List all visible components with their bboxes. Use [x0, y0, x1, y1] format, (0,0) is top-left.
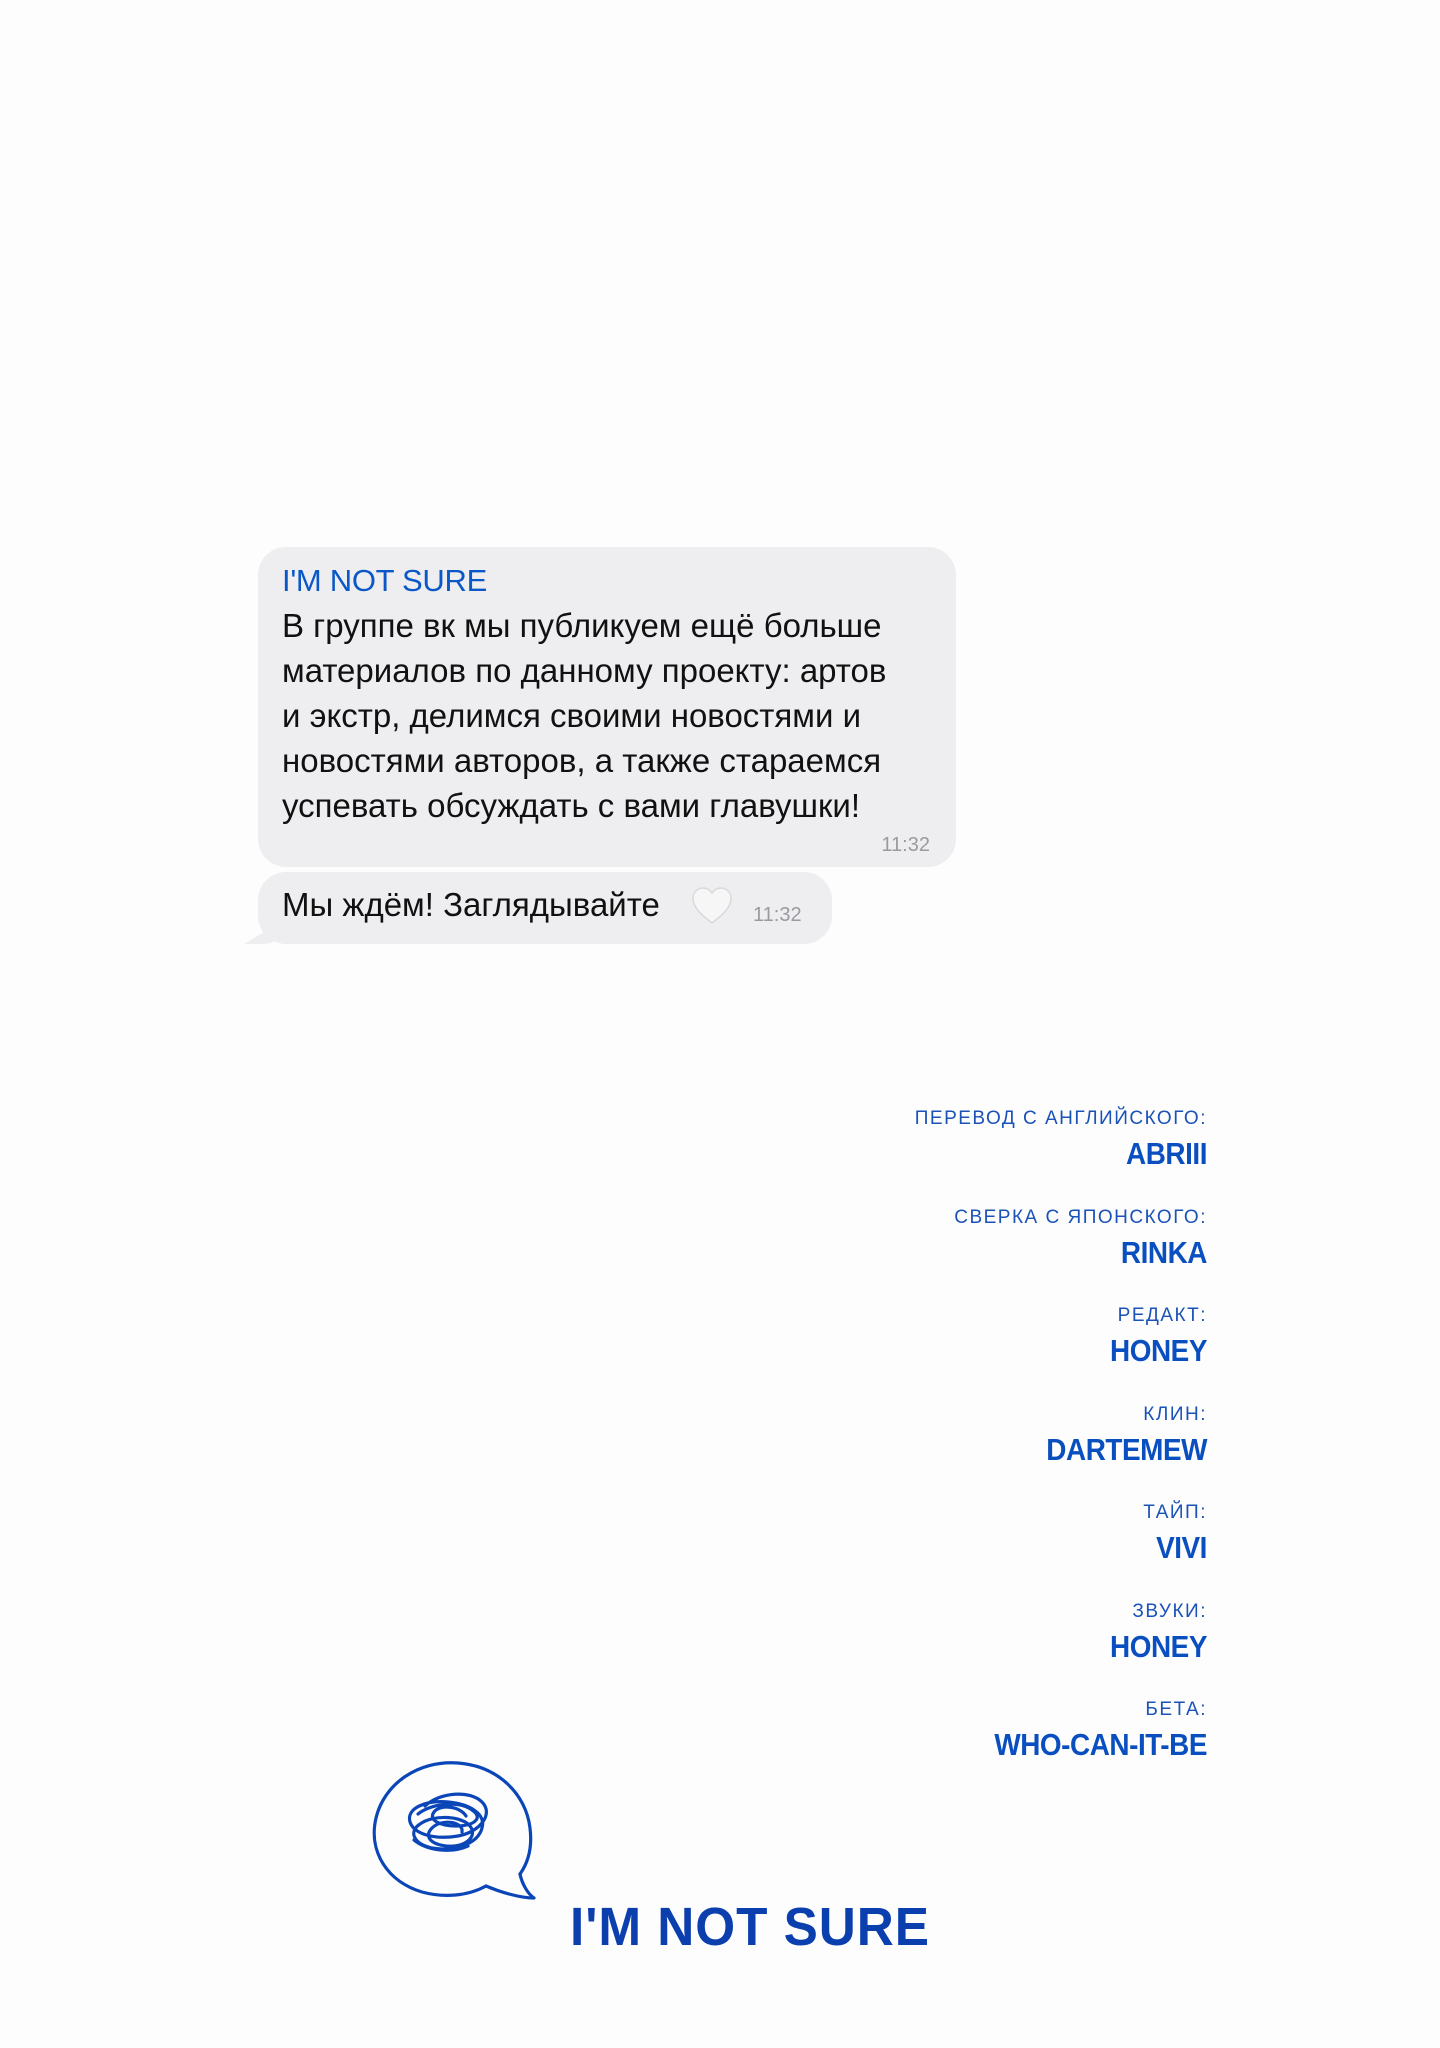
credit-name: VIVI — [1156, 1530, 1207, 1565]
credit-name: HONEY — [1110, 1628, 1207, 1664]
message-time: 11:32 — [753, 904, 802, 926]
credit-name: DARTEMEW — [1046, 1431, 1207, 1467]
credit-type — [707, 1494, 1207, 1593]
credit-name: HONEY — [1110, 1333, 1207, 1368]
credit-translation — [707, 1100, 1207, 1199]
credit-name: WHO-CAN-IT-BE — [994, 1727, 1207, 1762]
credit-check — [707, 1199, 1207, 1298]
brand-name: I'M NOT SURE — [570, 1897, 930, 1957]
credit-name: RINKA — [1120, 1234, 1207, 1270]
bubble-tail — [244, 920, 284, 944]
credit-beta — [707, 1691, 1207, 1790]
message-text: Мы ждём! Заглядывайте — [282, 886, 660, 923]
message-time: 11:32 — [881, 834, 930, 856]
scribble-speech-bubble-icon — [370, 1756, 536, 1906]
credit-role: ЗВУКИ: — [1132, 1600, 1207, 1622]
white-heart-icon — [690, 884, 734, 926]
credit-role: ТАЙП: — [1143, 1502, 1207, 1523]
credits-list — [707, 1100, 1207, 1790]
message-text: В группе вк мы публикуем ещё больше материалов по данному проекту: артов и экстр, делимся своими новостями и новостями авторов, а также стараемся успевать обсуждать с вами главушки! — [282, 607, 887, 824]
credit-name: ABRIII — [1126, 1136, 1207, 1171]
credit-clean — [707, 1396, 1207, 1495]
message-bubble-main[interactable] — [258, 547, 956, 867]
credit-role: БЕТА: — [1145, 1699, 1207, 1720]
credit-role: РЕДАКТ: — [1117, 1305, 1207, 1326]
credit-role: КЛИН: — [1143, 1403, 1207, 1425]
credit-edit — [707, 1297, 1207, 1396]
credit-role: СВЕРКА С ЯПОНСКОГО: — [954, 1206, 1207, 1228]
credit-role: ПЕРЕВОД С АНГЛИЙСКОГО: — [914, 1108, 1207, 1129]
credit-sounds — [707, 1593, 1207, 1692]
message-sender: I'M NOT SURE — [282, 563, 487, 598]
message-bubble-second[interactable] — [258, 872, 832, 944]
